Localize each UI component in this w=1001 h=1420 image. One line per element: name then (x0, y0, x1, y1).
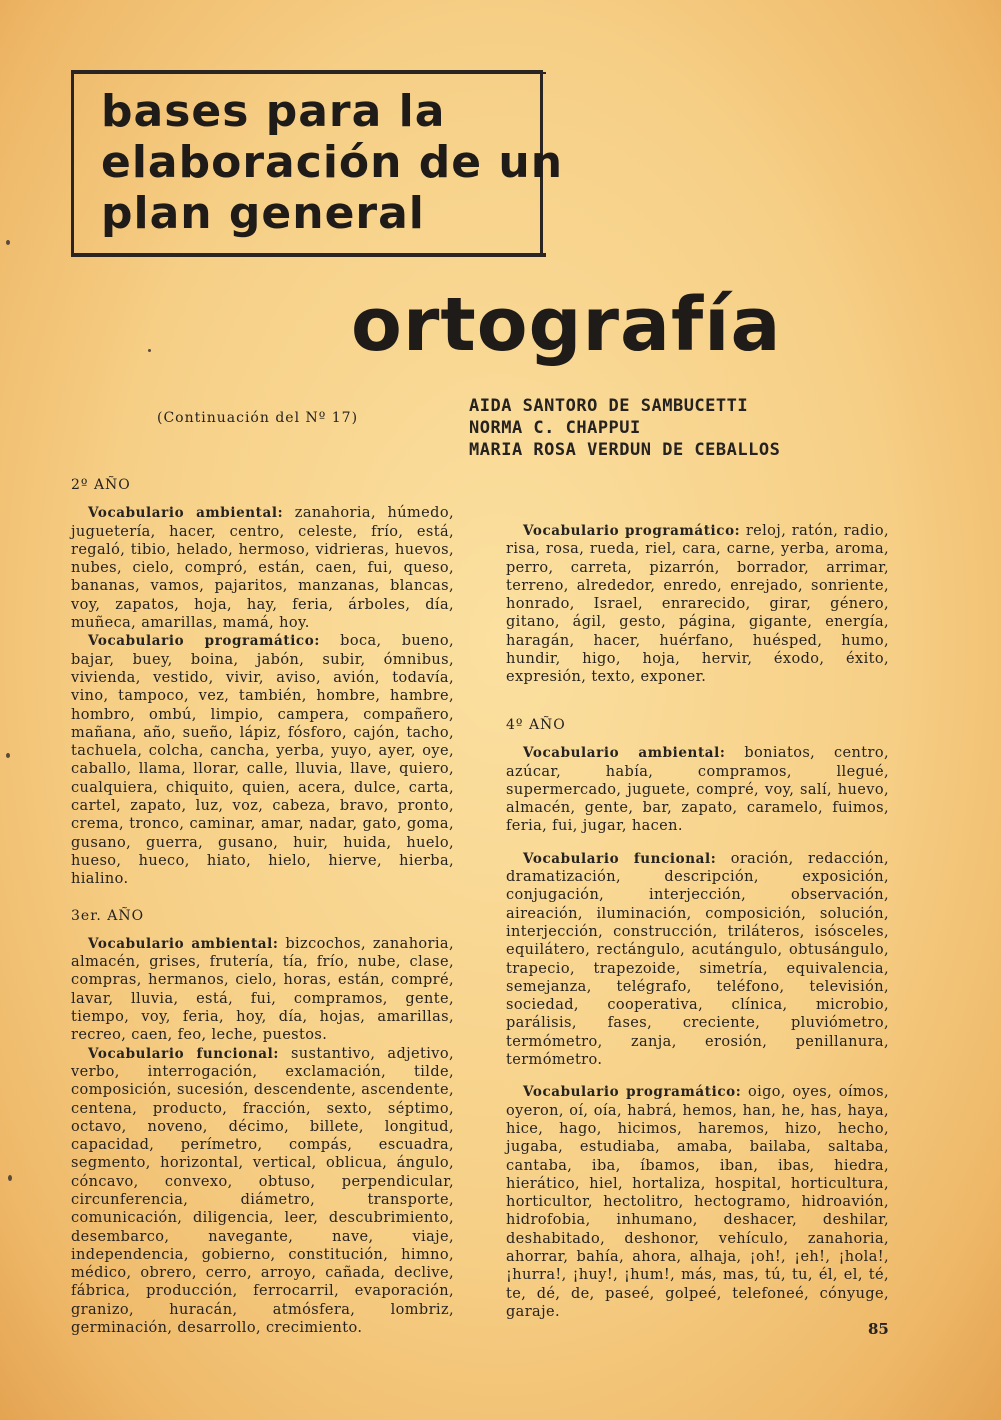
label-4th-funcional: Vocabulario funcional: (523, 850, 717, 867)
author-list (469, 395, 780, 461)
author-1: AIDA SANTORO DE SAMBUCETTI (469, 396, 749, 416)
text-3rd-funcional: sustantivo, adjetivo, verbo, interrogación, exclamación, tilde, composición, sucesión, descendente, ascendente, centena, producto, fracción, sexto, séptimo, octavo, noveno, décimo, billete, longitud, capacidad, perímetro, compás, escuadra, segmento, horizontal, vertical, oblicua, ángulo, cóncavo, convexo, obtuso, perpendicular, circunferencia, diámetro, transporte, comunicación, diligencia, leer, descubrimiento, desembarco, navegante, nave, viaje, independencia, gobierno, constitución, himno, médico, obrero, cerro, arroyo, cañada, declive, fábrica, producción, ferrocarril, evaporación, granizo, huracán, atmósfera, lombriz, germinación, desarrollo, crecimiento. (71, 1045, 454, 1337)
section-heading-2nd-year: 2º AÑO (71, 477, 131, 493)
section-heading-4th-year: 4º AÑO (506, 717, 566, 733)
text-3rd-ambiental: bizcochos, zanahoria, almacén, grises, frutería, tía, frío, nube, clase, compras, hermanos, cielo, horas, están, compré, lavar, lluvia, está, fui, compramos, gente, tiempo, voy, feria, hoy, día, hojas, amarillas, recreo, caen, feo, leche, puestos. (71, 935, 454, 1044)
label-4th-ambiental: Vocabulario ambiental: (523, 745, 726, 762)
paper-speck (8, 1175, 12, 1181)
paragraph-2nd-ambiental (71, 504, 454, 632)
text-2nd-ambiental: zanahoria, húmedo, juguetería, hacer, centro, celeste, frío, está, regaló, tibio, helado, hermoso, vidrieras, huevos, nubes, cielo, compró, están, caen, fui, queso, bananas, vamos, pajaritos, manzanas, blancas, voy, zapatos, hoja, hay, feria, árboles, día, muñeca, amarillas, mamá, hoy. (71, 505, 454, 632)
page-number: 85 (868, 1320, 889, 1338)
paragraph-3rd-programatico (506, 522, 889, 687)
paragraph-2nd-programatico (71, 632, 454, 888)
continuation-note: (Continuación del Nº 17) (157, 410, 359, 426)
author-2: NORMA C. CHAPPUI (469, 418, 641, 438)
series-title-line-3: plan general (101, 188, 425, 239)
text-2nd-programatico: boca, bueno, bajar, buey, boina, jabón, subir, ómnibus, vivienda, vestido, vivir, aviso, avión, todavía, vino, tampoco, vez, también, hombre, hambre, hombro, ombú, limpio, campera, compañero, mañana, año, sueño, lápiz, fósforo, cajón, tacho, tachuela, colcha, cancha, yerba, yuyo, ayer, oye, caballo, llama, llorar, calle, lluvia, llave, quiero, cualquiera, chiquito, quien, acera, dulce, carta, cartel, zapato, luz, voz, cabeza, bravo, pronto, crema, tronco, caminar, amar, nadar, gato, goma, gusano, guerra, gusano, huir, huida, huelo, hueso, hueco, hiato, hielo, hierve, hierba, hialino. (71, 633, 454, 888)
paragraph-3rd-funcional (71, 1045, 454, 1338)
paragraph-3rd-ambiental (71, 935, 454, 1045)
left-column (71, 472, 454, 1337)
label-4th-programatico: Vocabulario programático: (523, 1084, 742, 1101)
label-3rd-funcional: Vocabulario funcional: (88, 1045, 279, 1062)
series-title (101, 86, 563, 239)
paper-speck (6, 240, 10, 245)
text-4th-programatico: oigo, oyes, oímos, oyeron, oí, oía, habrá, hemos, han, he, has, haya, hice, hago, hicimos, haremos, hizo, hecho, jugaba, estudiaba, amaba, bailaba, saltaba, cantaba, iba, íbamos, iban, ibas, hiedra, hierático, hiel, hortaliza, hospital, horticultura, horticultor, hectolitro, hectogramo, hidroavión, hidrofobia, inhumano, deshacer, deshilar, deshabitado, deshonor, vehículo, zanahoria, ahorrar, bahía, ahora, alhaja, ¡oh!, ¡eh!, ¡hola!, ¡hurra!, ¡huy!, ¡hum!, más, mas, tú, tu, él, el, té, te, dé, de, paseé, golpeé, telefoneé, cónyuge, garaje. (506, 1084, 889, 1320)
text-3rd-programatico: reloj, ratón, radio, risa, rosa, rueda, riel, cara, carne, yerba, aroma, perro, carreta, pizarrón, borrador, arrimar, terreno, alrededor, enredo, enrejado, sonriente, honrado, Israel, enrarecido, girar, género, gitano, ágil, gesto, página, gigante, energía, haragán, hacer, huérfano, huésped, humo, hundir, higo, hoja, hervir, éxodo, éxito, expresión, texto, exponer. (506, 523, 890, 686)
label-2nd-programatico: Vocabulario programático: (88, 633, 320, 650)
paragraph-4th-programatico (506, 1083, 889, 1321)
label-3rd-ambiental: Vocabulario ambiental: (88, 935, 279, 952)
series-title-line-2: elaboración de un (101, 137, 564, 188)
series-title-line-1: bases para la (101, 86, 446, 137)
author-3: MARIA ROSA VERDUN DE CEBALLOS (469, 440, 781, 460)
subject-title: ortografía (351, 282, 782, 368)
paper-speck (6, 753, 10, 758)
paper-speck (148, 349, 151, 352)
label-3rd-programatico: Vocabulario programático: (523, 523, 741, 539)
label-2nd-ambiental: Vocabulario ambiental: (88, 505, 284, 522)
paragraph-4th-funcional (506, 850, 889, 1070)
paragraph-4th-ambiental (506, 744, 889, 835)
right-column-4th-year (506, 712, 889, 1321)
right-column-3rd-programatico (506, 522, 889, 687)
section-heading-3rd-year: 3er. AÑO (71, 907, 145, 924)
text-4th-funcional: oración, redacción, dramatización, descripción, exposición, conjugación, interjección, observación, aireación, iluminación, composición, solución, interjección, construcción, triláteros, isósceles, equilátero, rectángulo, acutángulo, obtusángulo, trapecio, trapezoide, simetría, equivalencia, semejanza, telégrafo, teléfono, televisión, sociedad, cooperativa, clínica, microbio, parálisis, fases, creciente, pluviómetro, termómetro, zanja, erosión, penillanura, termómetro. (506, 850, 889, 1069)
title-box-bottom-rule (71, 253, 546, 257)
text-4th-ambiental: boniatos, centro, azúcar, había, compramos, llegué, supermercado, juguete, compré, voy, salí, huevo, almacén, gente, bar, zapato, caramelo, fuimos, feria, fui, jugar, hacen. (506, 745, 889, 835)
